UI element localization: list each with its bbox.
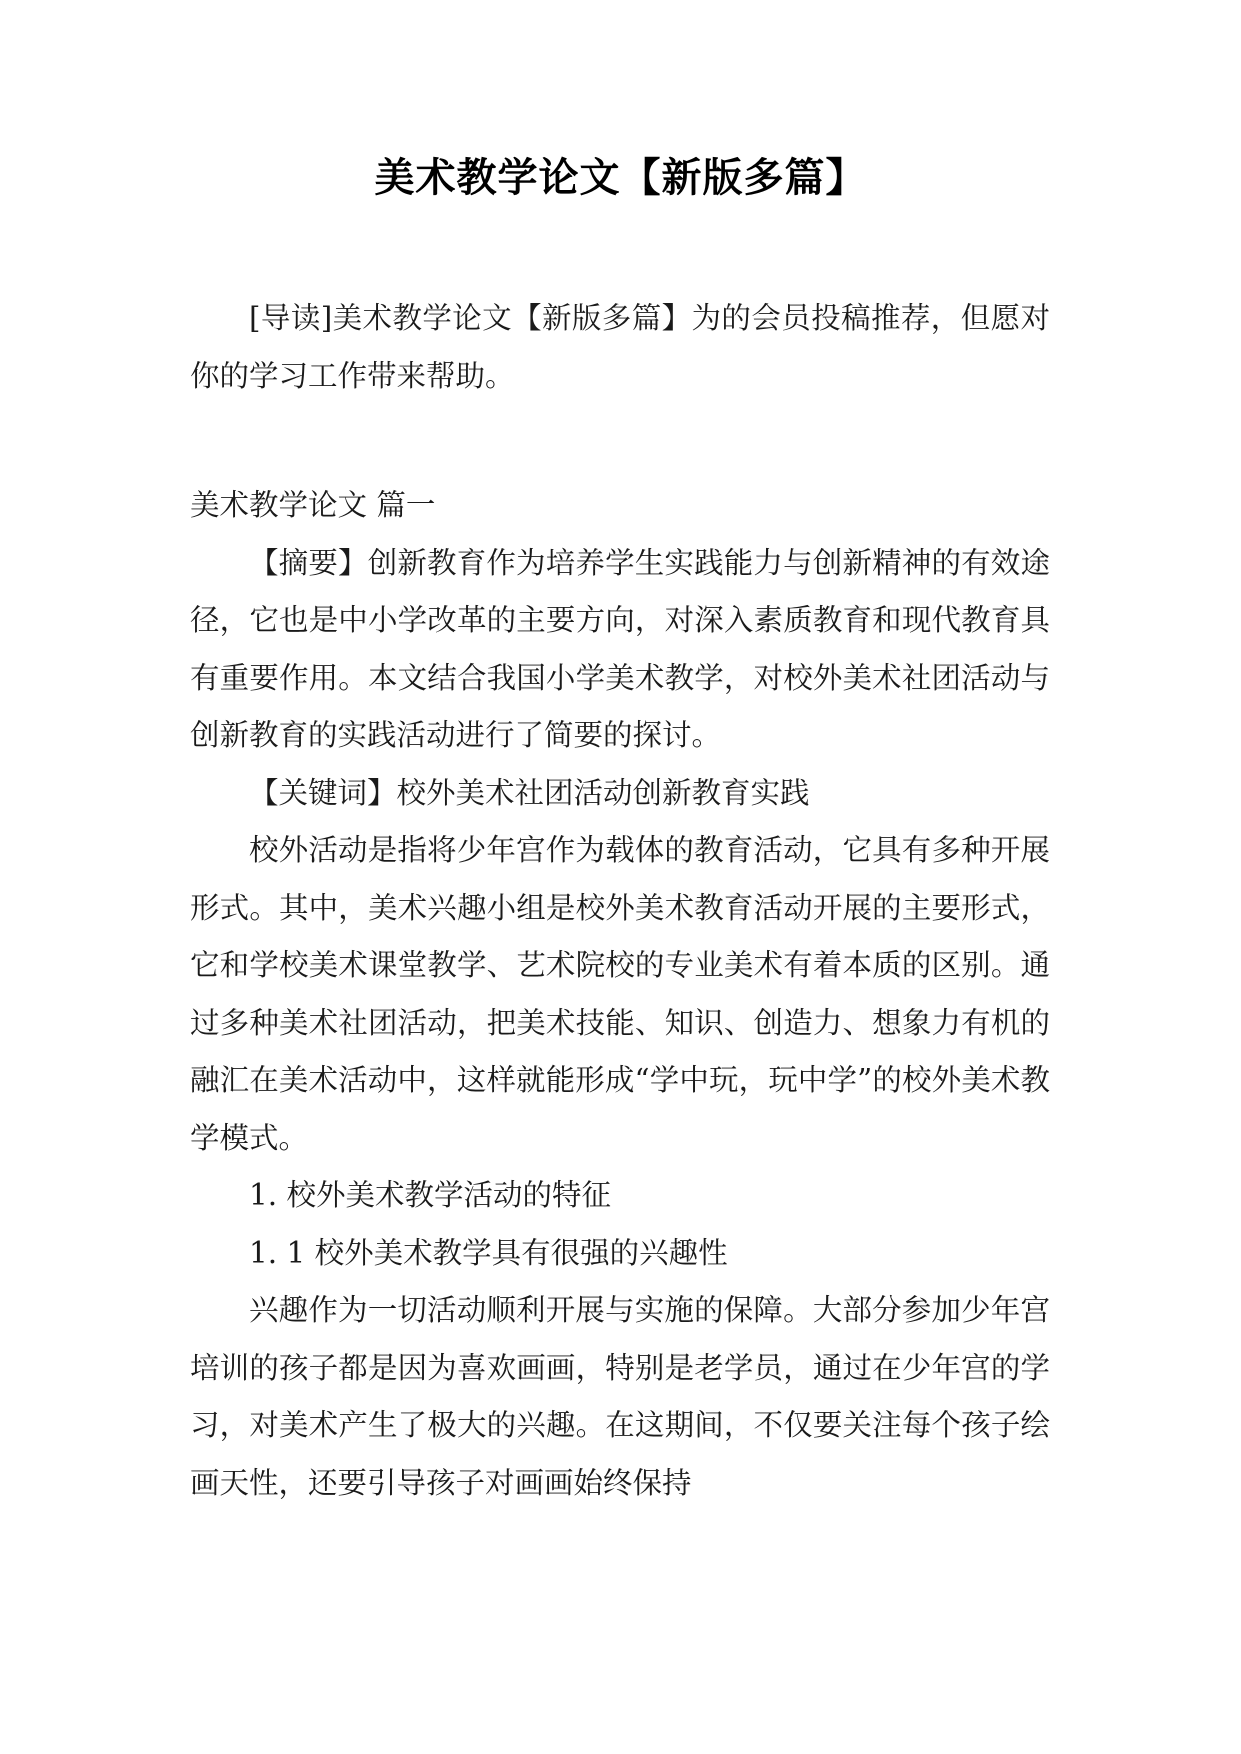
- body-paragraph: 兴趣作为一切活动顺利开展与实施的保障。大部分参加少年宫培训的孩子都是因为喜欢画画，特别是老学员，通过在少年宫的学习，对美术产生了极大的兴趣。在这期间，不仅要关注每个孩子绘画天性，还要引导孩子对画画始终保持: [190, 1293, 1050, 1500]
- abstract-paragraph: 【摘要】创新教育作为培养学生实践能力与创新精神的有效途径，它也是中小学改革的主要方向，对深入素质教育和现代教育具有重要作用。本文结合我国小学美术教学，对校外美术社团活动与创新教育的实践活动进行了简要的探讨。: [190, 545, 1050, 752]
- body-paragraph: 校外活动是指将少年宫作为载体的教育活动，它具有多种开展形式。其中，美术兴趣小组是校外美术教育活动开展的主要形式，它和学校美术课堂教学、艺术院校的专业美术有着本质的区别。通过多种美术社团活动，把美术技能、知识、创造力、想象力有机的融汇在美术活动中，这样就能形成“学中玩，玩中学”的校外美术教学模式。: [190, 833, 1050, 1155]
- document-body: [190, 290, 1050, 1512]
- section-heading: 美术教学论文 篇一: [190, 488, 436, 522]
- subheading-1: 1. 校外美术教学活动的特征: [249, 1178, 612, 1212]
- subheading-1-1: 1. 1 校外美术教学具有很强的兴趣性: [249, 1235, 728, 1270]
- lead-paragraph: [导读]美术教学论文【新版多篇】为的会员投稿推荐，但愿对你的学习工作带来帮助。: [190, 301, 1050, 393]
- document-title: 美术教学论文【新版多篇】: [374, 154, 867, 201]
- keywords-paragraph: 【关键词】校外美术社团活动创新教育实践: [249, 775, 810, 810]
